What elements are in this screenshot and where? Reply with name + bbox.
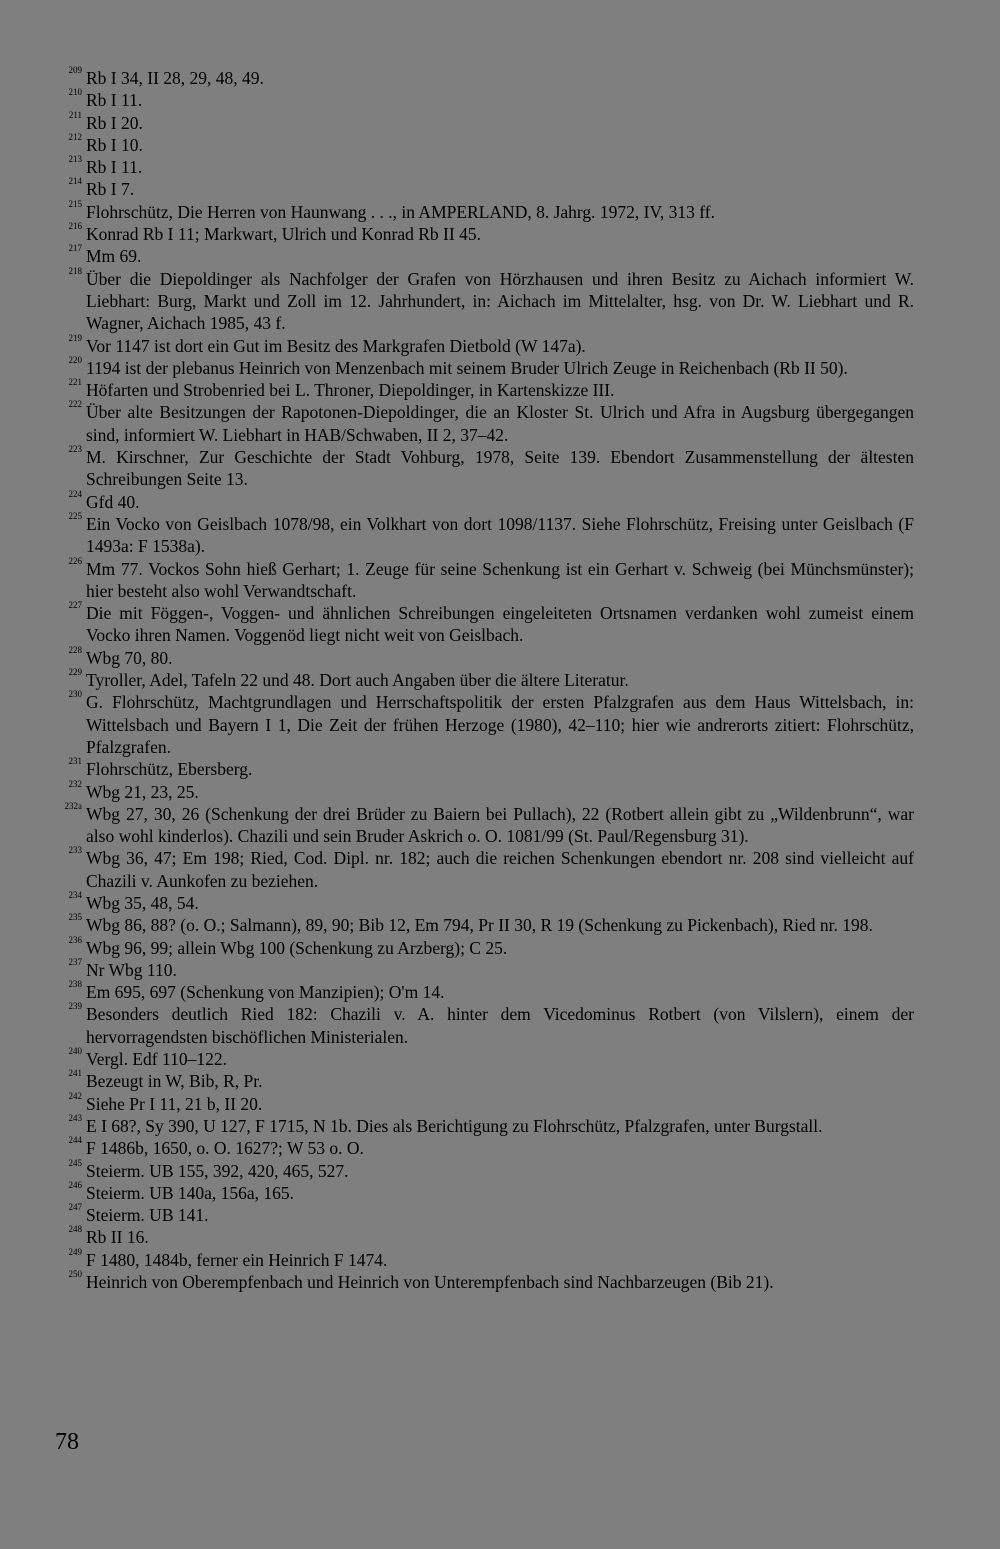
footnote-text: Wbg 27, 30, 26 (Schenkung der drei Brüder zu Baiern bei Pullach), 22 (Rotbert allein gibt zu „Wildenbrunn“, war also wohl kinderlos). Chazili und sein Bruder Askrich o. O. 1081/99 (St. Paul/Regensburg 31). — [86, 803, 914, 847]
footnote — [68, 131, 914, 156]
footnote — [68, 154, 914, 178]
footnote — [68, 600, 914, 647]
footnote-text: Vergl. Edf 110–122. — [86, 1049, 227, 1070]
footnote — [68, 1135, 914, 1159]
footnote-text: E I 68?, Sy 390, U 127, F 1715, N 1b. Dies als Berichtigung zu Flohrschütz, Pfalzgrafen, unter Burgstall. — [86, 1115, 823, 1136]
footnote — [68, 354, 914, 379]
footnote-number: 231 — [68, 756, 82, 767]
footnote — [68, 1202, 914, 1226]
footnote — [68, 444, 914, 491]
footnote-number: 215 — [68, 198, 82, 209]
footnote-number: 209 — [68, 65, 82, 75]
footnote — [68, 243, 914, 267]
footnote — [68, 1269, 914, 1293]
footnote — [68, 1090, 914, 1115]
footnote-number: 236 — [68, 934, 82, 945]
footnote-number: 229 — [68, 667, 82, 678]
footnote-number: 212 — [68, 131, 82, 142]
footnote-number: 226 — [68, 555, 82, 566]
footnote-text: Em 695, 697 (Schenkung von Manzipien); O'm 14. — [86, 982, 445, 1003]
footnote-text: Wbg 70, 80. — [86, 647, 173, 668]
footnote — [68, 488, 914, 513]
footnote-number: 216 — [68, 221, 82, 232]
footnote-number: 242 — [68, 1090, 82, 1101]
footnote-text: Siehe Pr I 11, 21 b, II 20. — [86, 1093, 263, 1114]
footnote-text: Rb I 10. — [86, 134, 143, 155]
footnote-text: Über alte Besitzungen der Rapotonen-Diepoldinger, die an Kloster St. Ulrich und Afra in Augsburg übergegangen sind, informiert W. Liebhart in HAB/Schwaben, II 2, 37–42. — [86, 402, 914, 445]
footnote-number: 248 — [68, 1224, 82, 1235]
footnote — [68, 934, 914, 959]
footnote-text: Wbg 36, 47; Em 198; Ried, Cod. Dipl. nr. 182; auch die reichen Schenkungen ebendort nr. 208 sind vielleicht auf Chazili v. Aunkofen zu beziehen. — [86, 848, 914, 891]
footnote-text: Gfd 40. — [86, 491, 140, 512]
footnote-text: Flohrschütz, Die Herren von Haunwang . . ., in AMPERLAND, 8. Jahrg. 1972, IV, 313 ff. — [86, 201, 715, 222]
footnote — [68, 979, 914, 1003]
footnote — [68, 265, 914, 335]
footnote-text: Steierm. UB 140a, 156a, 165. — [86, 1182, 295, 1203]
footnote-number: 238 — [68, 979, 82, 990]
footnote — [68, 1224, 914, 1248]
footnote-text: Rb I 20. — [86, 112, 143, 133]
footnote-text: Wbg 21, 23, 25. — [86, 781, 199, 802]
footnote-text: Mm 77. Vockos Sohn hieß Gerhart; 1. Zeuge für seine Schenkung ist ein Gerhart v. Schweig (bei Münchsmünster); hier besteht also wohl Verwandtschaft. — [86, 558, 914, 601]
footnote-number: 246 — [68, 1179, 82, 1190]
footnote-number: 210 — [68, 87, 82, 98]
footnote-number: 247 — [68, 1202, 82, 1213]
footnote-number: 240 — [68, 1046, 82, 1057]
footnote-number: 244 — [68, 1135, 82, 1146]
footnote-text: Steierm. UB 141. — [86, 1205, 209, 1226]
footnote — [68, 1157, 914, 1182]
footnote-text: Mm 69. — [86, 246, 142, 267]
footnote-number: 234 — [68, 889, 82, 900]
footnote-text: Tyroller, Adel, Tafeln 22 und 48. Dort auch Angaben über die ältere Literatur. — [86, 670, 629, 691]
footnote — [68, 1001, 914, 1048]
footnote — [68, 87, 914, 111]
footnote-text: Wbg 35, 48, 54. — [86, 892, 199, 913]
footnote-number: 232 — [68, 778, 82, 789]
footnote-number: 250 — [68, 1269, 82, 1280]
footnote-text: Rb I 7. — [86, 179, 135, 200]
footnote — [68, 689, 914, 758]
footnote — [68, 65, 914, 89]
footnote-text: F 1486b, 1650, o. O. 1627?; W 53 o. O. — [86, 1138, 364, 1159]
footnote-number: 227 — [68, 600, 82, 611]
footnote-number: 214 — [68, 176, 82, 187]
footnote — [68, 1179, 914, 1204]
footnote — [68, 510, 914, 558]
footnote-number: 225 — [68, 510, 82, 521]
footnote — [68, 332, 914, 357]
footnote-number: 241 — [68, 1068, 82, 1079]
footnote-number: 224 — [68, 488, 82, 499]
footnote — [68, 176, 914, 200]
footnote — [68, 198, 914, 223]
footnote — [68, 1112, 914, 1137]
footnote-number: 243 — [68, 1112, 82, 1123]
footnote-number: 232a — [64, 800, 82, 811]
footnote-number: 221 — [68, 377, 82, 388]
footnote-text: Besonders deutlich Ried 182: Chazili v. A. hinter dem Vicedominus Rotbert (von Vilslern), einem der hervorragendsten bischöflichen Ministerialen. — [86, 1004, 914, 1047]
footnote-number: 222 — [68, 399, 82, 410]
footnote-number: 223 — [68, 444, 82, 455]
footnote-number: 237 — [68, 956, 82, 967]
footnote-text: Nr Wbg 110. — [86, 959, 177, 980]
footnote-text: Rb I 34, II 28, 29, 48, 49. — [86, 68, 264, 88]
footnote-number: 233 — [68, 845, 82, 856]
footnote-text: Rb I 11. — [86, 157, 143, 178]
footnote-number: 230 — [68, 689, 82, 700]
footnote-text: M. Kirschner, Zur Geschichte der Stadt Vohburg, 1978, Seite 139. Ebendort Zusammenstellung der ältesten Schreibungen Seite 13. — [86, 447, 914, 490]
footnote — [68, 912, 914, 936]
footnote-text: Ein Vocko von Geislbach 1078/98, ein Volkhart von dort 1098/1137. Siehe Flohrschütz, Freising unter Geislbach (F 1493a: F 1538a). — [86, 513, 914, 557]
footnote-number: 249 — [68, 1246, 82, 1257]
footnote — [68, 667, 914, 691]
footnote — [68, 956, 914, 981]
footnote — [68, 399, 914, 446]
footnote-list — [64, 65, 914, 1293]
footnote-text: Über die Diepoldinger als Nachfolger der Grafen von Hörzhausen und ihren Besitz zu Aichach informiert W. Liebhart: Burg, Markt und Zoll im 12. Jahrhundert, in: Aichach im Mittelalter, hsg. von Dr. W. Liebhart und R. Wagner, Aichach 1985, 43 f. — [86, 268, 914, 334]
footnote-number: 239 — [68, 1001, 82, 1012]
footnote-number: 218 — [68, 265, 82, 276]
footnote-number: 211 — [68, 109, 82, 120]
footnote-number: 228 — [68, 644, 82, 655]
footnote-text: Wbg 86, 88? (o. O.; Salmann), 89, 90; Bib 12, Em 794, Pr II 30, R 19 (Schenkung zu Pickenbach), Ried nr. 198. — [86, 915, 873, 936]
footnote-text: G. Flohrschütz, Machtgrundlagen und Herrschaftspolitik der ersten Pfalzgrafen aus dem Haus Wittelsbach, in: Wittelsbach und Bayern I 1, Die Zeit der frühen Herzoge (1980), 42–110; hier wie andrerorts zitiert: Flohrschütz, Pfalzgrafen. — [86, 692, 914, 757]
footnote-number: 220 — [68, 354, 82, 365]
footnote — [68, 221, 914, 245]
footnote-number: 235 — [68, 912, 82, 923]
footnote — [68, 756, 914, 780]
footnote-text: Bezeugt in W, Bib, R, Pr. — [86, 1071, 263, 1092]
page-number: 78 — [55, 1429, 79, 1455]
footnote — [68, 778, 914, 803]
footnote — [68, 889, 914, 914]
footnote — [68, 109, 914, 134]
footnote — [68, 1046, 914, 1070]
footnote-text: F 1480, 1484b, ferner ein Heinrich F 1474. — [86, 1249, 388, 1270]
footnote-number: 217 — [68, 243, 82, 254]
footnote-text: Heinrich von Oberempfenbach und Heinrich von Unterempfenbach sind Nachbarzeugen (Bib 21). — [86, 1272, 774, 1293]
footnote — [68, 845, 914, 892]
footnote-text: Höfarten und Strobenried bei L. Throner, Diepoldinger, in Kartenskizze III. — [86, 380, 615, 401]
footnote-number: 245 — [68, 1157, 82, 1168]
footnote — [68, 377, 914, 401]
footnote-text: Flohrschütz, Ebersberg. — [86, 759, 253, 780]
footnote — [68, 1246, 914, 1271]
footnote-text: Die mit Föggen-, Voggen- und ähnlichen Schreibungen eingeleiteten Ortsnamen verdanken wohl zumeist einem Vocko ihren Namen. Voggenöd liegt nicht weit von Geislbach. — [86, 603, 914, 646]
footnote-text: Rb I 11. — [86, 90, 143, 111]
footnote-number: 219 — [68, 332, 82, 343]
footnote — [68, 644, 914, 669]
footnote-text: Steierm. UB 155, 392, 420, 465, 527. — [86, 1160, 349, 1181]
footnote-text: Konrad Rb I 11; Markwart, Ulrich und Konrad Rb II 45. — [86, 224, 481, 245]
footnote-number: 213 — [68, 154, 82, 165]
footnote-text: Vor 1147 ist dort ein Gut im Besitz des Markgrafen Dietbold (W 147a). — [86, 335, 586, 356]
footnote — [68, 555, 914, 603]
footnote-text: Wbg 96, 99; allein Wbg 100 (Schenkung zu Arzberg); C 25. — [86, 937, 508, 958]
footnote-text: Rb II 16. — [86, 1227, 149, 1248]
footnote — [64, 800, 914, 848]
footnote-text: 1194 ist der plebanus Heinrich von Menzenbach mit seinem Bruder Ulrich Zeuge in Reichenbach (Rb II 50). — [86, 357, 848, 378]
footnote — [68, 1068, 914, 1092]
